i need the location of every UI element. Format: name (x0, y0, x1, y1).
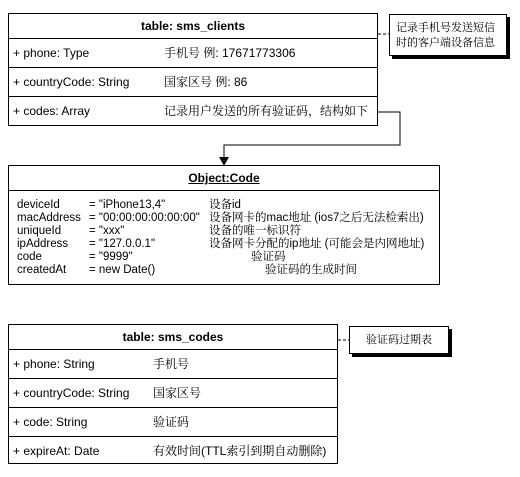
field-name: + countryCode: String (13, 386, 130, 400)
object-comment: 验证码 (251, 251, 286, 263)
table-row (9, 350, 337, 379)
field-desc: 国家区号 (153, 386, 202, 400)
note-line: 记录手机号发送短信 (396, 21, 495, 34)
field-name: + expireAt: Date (13, 444, 100, 458)
table-row (9, 97, 377, 125)
field-desc: 国家区号 例: 86 (164, 75, 248, 89)
table-row (9, 68, 377, 97)
object-key: macAddress (17, 212, 81, 224)
field-desc: 记录用户发送的所有验证码，结构如下 (164, 104, 369, 118)
table-sms-codes (8, 324, 338, 464)
note-sms-codes (349, 326, 449, 354)
table-row (9, 379, 337, 408)
object-value: = "127.0.0.1" (89, 238, 156, 250)
object-key: ipAddress (17, 238, 69, 250)
object-key: createdAt (17, 264, 67, 276)
object-comment: 验证码的生成时间 (265, 264, 357, 276)
object-value: = "xxx" (89, 225, 125, 237)
object-key: deviceId (17, 199, 60, 211)
object-key: code (17, 251, 42, 263)
field-desc: 有效时间(TTL索引到期自动删除) (153, 444, 327, 458)
object-value: = "9999" (89, 251, 133, 263)
object-comment: 设备网卡的mac地址 (ios7之后无法检索出) (209, 212, 424, 224)
object-key: uniqueId (17, 225, 62, 237)
field-name: + countryCode: String (13, 75, 130, 89)
table-title: table: sms_clients (9, 14, 377, 39)
table-row (9, 437, 337, 465)
table-sms-clients (8, 13, 378, 126)
field-name: + codes: Array (13, 104, 91, 118)
field-desc: 手机号 例: 17671773306 (164, 46, 296, 60)
object-code (8, 165, 440, 285)
note-sms-clients (389, 14, 507, 56)
object-value: = new Date() (89, 264, 156, 276)
note-line: 时的客户端设备信息 (396, 36, 495, 49)
object-value: = "00:00:00:00:00:00" (89, 212, 200, 224)
object-value: = "iPhone13,4" (89, 199, 166, 211)
field-desc: 验证码 (153, 415, 190, 429)
object-comment: 设备id (209, 199, 241, 211)
object-title: Object:Code (9, 166, 439, 191)
object-comment: 设备网卡分配的ip地址 (可能会是内网地址) (209, 238, 425, 250)
note-text: 验证码过期表 (366, 333, 432, 346)
field-name: + phone: String (13, 357, 95, 371)
object-comment: 设备的唯一标识符 (209, 225, 301, 237)
table-row (9, 39, 377, 68)
field-name: + code: String (13, 415, 88, 429)
field-desc: 手机号 (153, 357, 190, 371)
table-title: table: sms_codes (9, 325, 337, 350)
field-name: + phone: Type (13, 46, 90, 60)
table-row (9, 408, 337, 437)
